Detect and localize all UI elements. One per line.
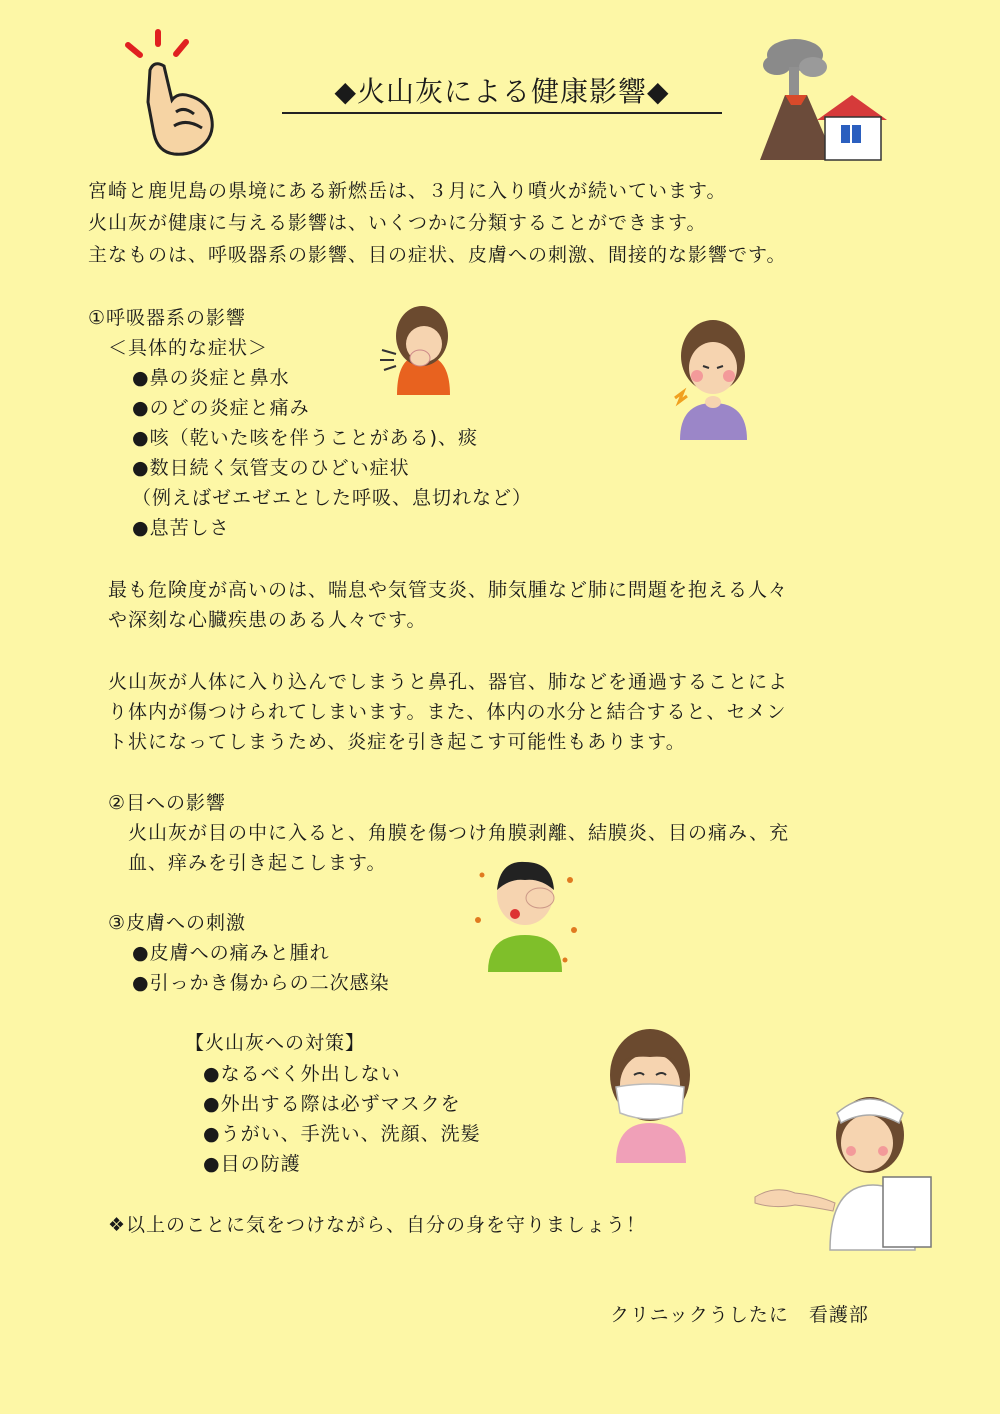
intro-line-2: 火山灰が健康に与える影響は、いくつかに分類することができます。 <box>88 212 707 234</box>
symptom-item: ●数日続く気管支のひどい症状 <box>132 457 410 479</box>
body-line-3: ト状になってしまうため、炎症を引き起こす可能性もあります。 <box>108 731 686 753</box>
measure-item: ●外出する際は必ずマスクを <box>203 1093 461 1115</box>
rubbing-eyes-boy-icon <box>470 850 580 975</box>
eyes-line-2: 血、痒みを引き起こします。 <box>128 852 387 874</box>
symptom-note: （例えばゼエゼエとした呼吸、息切れなど） <box>132 487 533 509</box>
coughing-woman-icon <box>372 300 472 405</box>
symptom-item: ●咳（乾いた咳を伴うことがある)、痰 <box>132 427 478 449</box>
measures-heading: 【火山灰への対策】 <box>185 1032 366 1054</box>
body-line-1: 火山灰が人体に入り込んでしまうと鼻孔、器官、肺などを通過することによ <box>108 671 789 693</box>
measure-item: ●うがい、手洗い、洗顔、洗髪 <box>203 1123 481 1145</box>
volcano-house-icon <box>755 35 890 165</box>
skin-item: ●引っかき傷からの二次感染 <box>132 972 390 994</box>
symptom-item: ●のどの炎症と痛み <box>132 397 310 419</box>
symptom-item: ●鼻の炎症と鼻水 <box>132 367 290 389</box>
risk-line-1: 最も危険度が高いのは、喘息や気管支炎、肺気腫など肺に問題を抱える人々 <box>108 579 789 601</box>
risk-line-2: や深刻な心臓疾患のある人々です。 <box>108 609 427 631</box>
closing-message: ❖以上のことに気をつけながら、自分の身を守りましょう！ <box>108 1214 647 1236</box>
nurse-icon <box>755 1085 935 1255</box>
masked-woman-icon <box>598 1025 703 1165</box>
pointing-hand-icon <box>120 30 230 160</box>
measure-item: ●なるべく外出しない <box>203 1063 401 1085</box>
footer-signature: クリニックうしたに 看護部 <box>610 1304 869 1326</box>
intro-line-1: 宮崎と鹿児島の県境にある新燃岳は、３月に入り噴火が続いています。 <box>88 180 727 202</box>
sore-throat-woman-icon <box>665 318 760 443</box>
skin-item: ●皮膚への痛みと腫れ <box>132 942 330 964</box>
eyes-line-1: 火山灰が目の中に入ると、角膜を傷つけ角膜剥離、結膜炎、目の痛み、充 <box>128 822 790 844</box>
symptom-item: ●息苦しさ <box>132 517 230 539</box>
page-title: ◆火山灰による健康影響◆ <box>282 74 722 114</box>
symptoms-subheading: ＜具体的な症状＞ <box>108 337 269 359</box>
respiratory-heading: ①呼吸器系の影響 <box>88 307 247 329</box>
measure-item: ●目の防護 <box>203 1153 301 1175</box>
intro-line-3: 主なものは、呼吸器系の影響、目の症状、皮膚への刺激、間接的な影響です。 <box>88 244 787 266</box>
eyes-heading: ②目への影響 <box>108 792 227 814</box>
skin-heading: ③皮膚への刺激 <box>108 912 247 934</box>
body-line-2: り体内が傷つけられてしまいます。また、体内の水分と結合すると、セメン <box>108 701 787 723</box>
